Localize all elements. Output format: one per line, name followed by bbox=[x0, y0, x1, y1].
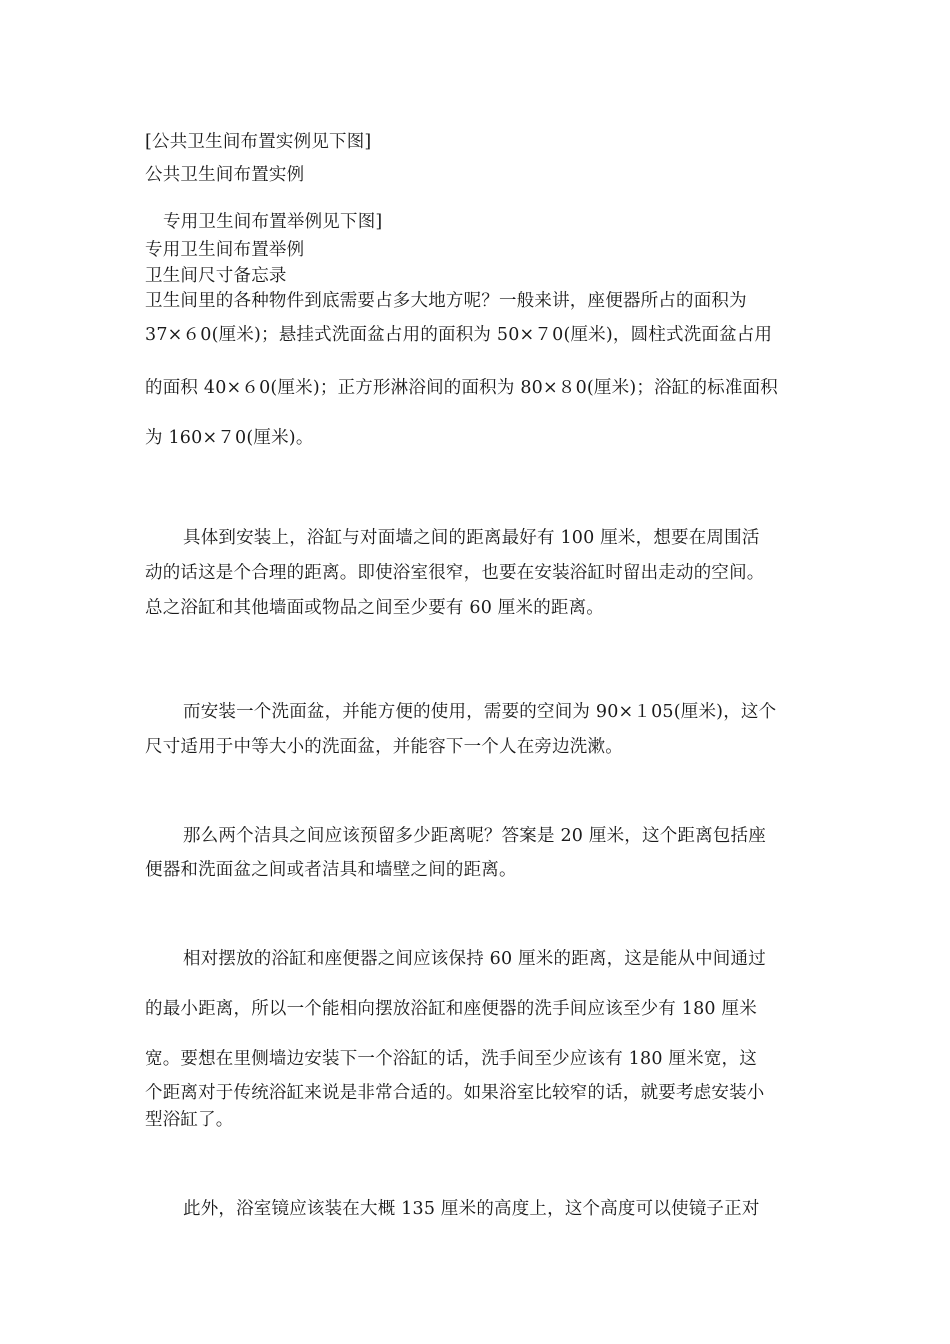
caption-public-reference: [公共卫生间布置实例见下图] bbox=[145, 132, 372, 152]
paragraph-6-line: 此外，浴室镜应该装在大概 135 厘米的高度上，这个高度可以使镜子正对 bbox=[183, 1199, 760, 1219]
paragraph-2-line: 动的话这是个合理的距离。即使浴室很窄，也要在安装浴缸时留出走动的空间。 bbox=[145, 563, 765, 583]
paragraph-1-line: 37×６0(厘米)；悬挂式洗面盆占用的面积为 50×７0(厘米)，圆柱式洗面盆占用 bbox=[145, 325, 773, 345]
paragraph-3-line: 而安装一个洗面盆，并能方便的使用，需要的空间为 90×１05(厘米)，这个 bbox=[183, 702, 777, 722]
paragraph-2-line: 总之浴缸和其他墙面或物品之间至少要有 60 厘米的距离。 bbox=[145, 598, 604, 618]
paragraph-1-line: 卫生间里的各种物件到底需要占多大地方呢？一般来讲，座便器所占的面积为 bbox=[145, 291, 747, 311]
caption-private: 专用卫生间布置举例 bbox=[145, 240, 305, 260]
section-heading: 卫生间尺寸备忘录 bbox=[145, 266, 287, 286]
paragraph-4-line: 那么两个洁具之间应该预留多少距离呢？答案是 20 厘米，这个距离包括座 bbox=[183, 826, 766, 846]
paragraph-2-line: 具体到安装上，浴缸与对面墙之间的距离最好有 100 厘米，想要在周围活 bbox=[183, 528, 760, 548]
paragraph-5-line: 个距离对于传统浴缸来说是非常合适的。如果浴室比较窄的话，就要考虑安装小 bbox=[145, 1083, 765, 1103]
paragraph-5-line: 宽。要想在里侧墙边安装下一个浴缸的话，洗手间至少应该有 180 厘米宽，这 bbox=[145, 1049, 757, 1069]
paragraph-1-line: 为 160×７0(厘米)。 bbox=[145, 428, 314, 448]
paragraph-5-line: 型浴缸了。 bbox=[145, 1110, 234, 1130]
caption-private-reference: 专用卫生间布置举例见下图] bbox=[163, 212, 383, 232]
paragraph-5-line: 的最小距离，所以一个能相向摆放浴缸和座便器的洗手间应该至少有 180 厘米 bbox=[145, 999, 757, 1019]
paragraph-5-line: 相对摆放的浴缸和座便器之间应该保持 60 厘米的距离，这是能从中间通过 bbox=[183, 949, 766, 969]
paragraph-4-line: 便器和洗面盆之间或者洁具和墙壁之间的距离。 bbox=[145, 860, 517, 880]
caption-public: 公共卫生间布置实例 bbox=[145, 165, 305, 185]
paragraph-1-line: 的面积 40×６0(厘米)；正方形淋浴间的面积为 80×８0(厘米)；浴缸的标准面积 bbox=[145, 378, 778, 398]
paragraph-3-line: 尺寸适用于中等大小的洗面盆，并能容下一个人在旁边洗漱。 bbox=[145, 737, 623, 757]
